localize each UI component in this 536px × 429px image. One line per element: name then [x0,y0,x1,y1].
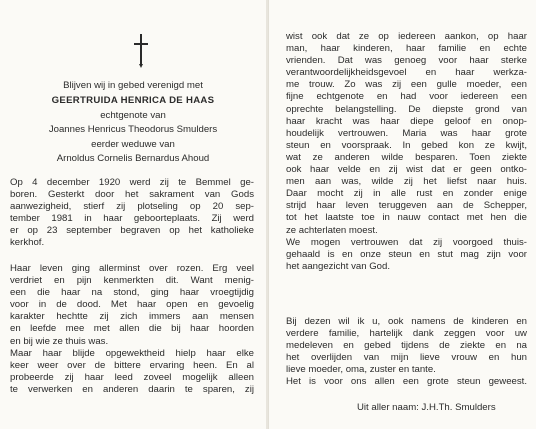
text-line: Het is voor ons allen een grote steun geweest. [286,376,527,388]
text-line: Daar mocht zij in alle rust en zonder enige [286,188,527,200]
text-line: men aan was, wilde zij het liefst naar huis. [286,176,527,188]
text-line: verantwoordelijkheidsgevoel en haar werkza- [286,67,527,79]
text-line: het overlijden van mijn lieve vrouw en hun [286,352,527,364]
text-line: steun en voorspraak. In gebed kon ze kwijt, [286,139,527,151]
text-line: man, haar kinderen, haar familie en echte [286,43,527,55]
text-line: en bij wie ze thuis was. [10,335,109,347]
text-line: verdere familie, hartelijk dank zeggen voor uw [286,328,527,340]
text-line: karakter hechtte zij zich immers aan mensen [10,311,254,323]
text-line: wist ook dat ze op iedereen aankon, op haar [286,31,527,42]
deceased-name: GEERTRUIDA HENRICA DE HAAS [51,95,215,106]
text-line: een die haar na stond, ging haar vroegtijdig [10,287,254,299]
right-page [268,0,536,429]
signature: Uit aller naam: J.H.Th. Smulders [357,402,496,413]
text-line: het aangezicht van God. [286,260,391,272]
text-line: wat ze anderen wilde besparen. Toen ziekte [286,151,527,163]
text-line: haar kracht was haar diepe geloof en onop- [286,115,527,127]
thanks-paragraph [286,316,527,389]
text-line: vrienden. Dat was genoeg voor haar sterke [286,55,527,67]
life-paragraph [10,263,254,396]
text-line: tember 1981 in haar geboorteplaats. Zij werd [10,213,254,225]
text-line: Maar haar blijde opgewektheid hielp haar elke [10,347,254,359]
text-line: We mogen vertrouwen dat zij voorgoed thuis- [286,236,527,248]
text-line: ook haar velde en zij wist dat er geen ontko- [286,164,527,176]
text-line: oprechte belangstelling. De diepste grond van [286,103,527,115]
text-line: verdriet en pijn kenmerkten dit. Want menig- [10,275,254,287]
faith-paragraph [286,31,527,273]
text-line: voor in de dood. Met haar open en gevoelig [10,299,254,311]
text-line: ze achterlaten moest. [286,224,378,236]
spouse-name: Joannes Henricus Theodorus Smulders [48,124,218,135]
text-line: aanwezigheid, stierf zij plotseling op 20 sep- [10,201,254,213]
text-line: lieve moeder, oma, zuster en tante. [286,364,436,376]
left-page [0,0,267,429]
text-line: gehaald is en onze steun en stut mag zijn voor [286,248,527,260]
former-spouse-name: Arnoldus Cornelis Bernardus Ahoud [56,153,210,164]
text-line: Haar leven ging allerminst over rozen. Erg veel [10,263,254,274]
text-line: Op 4 december 1920 werd zij te Bemmel ge- [10,177,254,188]
text-line: te verwerken en anderen daarin te sparen, zij [10,383,254,395]
text-line: houdelijk vertrouwen. Maria was haar grote [286,127,527,139]
text-line: er op 23 september begraven op het katholieke [10,225,254,237]
text-line: me trouw. Zo was zij een gulle moeder, een [286,79,527,91]
text-line: keer weer over de bittere ervaring heen. En al [10,359,254,371]
widow-label: eerder weduwe van [91,139,175,150]
text-line: boren. Gesterkt door het sakrament van Gods [10,189,254,201]
text-line: kerkhof. [10,237,45,249]
text-line: en leefde mee met allen die bij haar hoorden [10,323,254,335]
text-line: tot het laatste toe in nauw contact met hen die [286,212,527,224]
text-line: strijd haar leven teruggeven aan de Schepper, [286,200,527,212]
text-line: probeerde zij haar leed zoveel mogelijk alleen [10,371,254,383]
text-line: Bij dezen wil ik u, ook namens de kinderen en [286,316,527,327]
text-line: medeleven en gebed tijdens de ziekte en na [286,340,527,352]
cross-icon [134,34,148,68]
spouse-label: echtgenote van [100,110,166,121]
biography-paragraph [10,177,254,250]
text-line: fijne echtgenote en had voor iedereen een [286,91,527,103]
intro-line: Blijven wij in gebed verenigd met [63,80,203,91]
